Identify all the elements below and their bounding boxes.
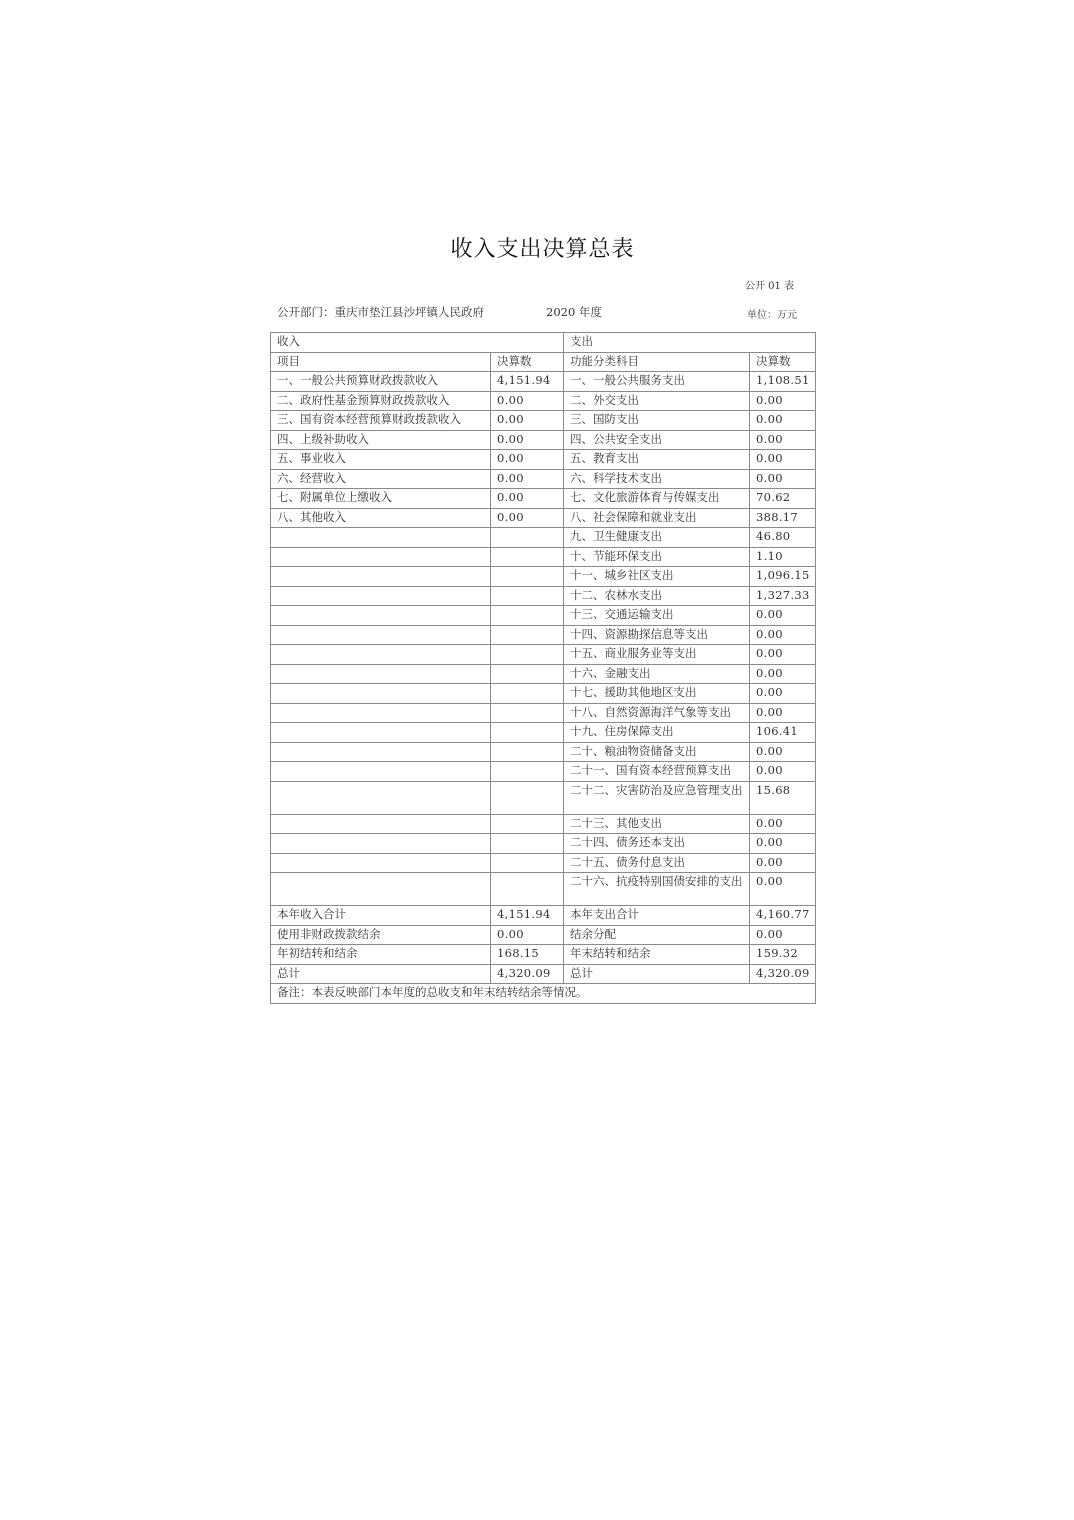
income-item-cell — [271, 781, 491, 814]
income-item-cell — [271, 723, 491, 743]
income-amount-cell: 0.00 — [491, 508, 564, 528]
table-row — [271, 547, 816, 567]
income-item-cell: 五、事业收入 — [271, 450, 491, 470]
expense-amount-cell: 15.68 — [750, 781, 816, 814]
income-amount-cell — [491, 814, 564, 834]
table-row — [271, 645, 816, 665]
income-amount-cell — [491, 703, 564, 723]
table-row — [271, 489, 816, 509]
form-number: 公开 01 表 — [745, 281, 795, 292]
expense-amount-cell: 0.00 — [750, 762, 816, 782]
document-title: 收入支出决算总表 — [450, 237, 635, 262]
expense-amount-cell: 1,108.51 — [750, 372, 816, 392]
section-header-row — [271, 333, 816, 353]
table-row — [271, 964, 816, 984]
expense-item-cell: 十一、城乡社区支出 — [564, 567, 750, 587]
income-item-cell: 三、国有资本经营预算财政拨款收入 — [271, 411, 491, 431]
expense-item-cell: 八、社会保障和就业支出 — [564, 508, 750, 528]
department-label: 公开部门：重庆市垫江县沙坪镇人民政府 — [277, 305, 484, 319]
expense-item-cell: 二十四、债务还本支出 — [564, 834, 750, 854]
expense-item-cell: 十七、援助其他地区支出 — [564, 684, 750, 704]
income-item-cell: 本年收入合计 — [271, 906, 491, 926]
income-item-cell — [271, 853, 491, 873]
income-item-cell — [271, 684, 491, 704]
expense-item-cell: 二十三、其他支出 — [564, 814, 750, 834]
expense-item-cell: 十四、资源勘探信息等支出 — [564, 625, 750, 645]
expense-amount-cell: 388.17 — [750, 508, 816, 528]
fiscal-year: 2020 年度 — [546, 305, 602, 319]
expense-item-cell: 四、公共安全支出 — [564, 430, 750, 450]
income-item-cell: 七、附属单位上缴收入 — [271, 489, 491, 509]
income-item-header: 项目 — [271, 352, 491, 372]
table-row — [271, 853, 816, 873]
table-row — [271, 508, 816, 528]
expense-item-cell: 二十五、债务付息支出 — [564, 853, 750, 873]
table-row — [271, 391, 816, 411]
expense-item-cell: 年末结转和结余 — [564, 945, 750, 965]
income-amount-cell — [491, 645, 564, 665]
expense-item-cell: 一、一般公共服务支出 — [564, 372, 750, 392]
table-row — [271, 703, 816, 723]
expense-item-cell: 六、科学技术支出 — [564, 469, 750, 489]
income-amount-cell — [491, 723, 564, 743]
budget-summary-table — [270, 332, 816, 1004]
income-amount-cell — [491, 873, 564, 906]
table-row — [271, 450, 816, 470]
expense-amount-cell: 1,327.33 — [750, 586, 816, 606]
expense-section-header: 支出 — [564, 333, 816, 353]
income-amount-cell: 0.00 — [491, 430, 564, 450]
expense-item-cell: 十、节能环保支出 — [564, 547, 750, 567]
expense-amount-cell: 4,160.77 — [750, 906, 816, 926]
income-item-cell — [271, 586, 491, 606]
table-row — [271, 684, 816, 704]
income-item-cell: 四、上级补助收入 — [271, 430, 491, 450]
expense-item-cell: 结余分配 — [564, 925, 750, 945]
expense-amount-cell: 106.41 — [750, 723, 816, 743]
expense-amount-cell: 0.00 — [750, 814, 816, 834]
expense-amount-cell: 0.00 — [750, 625, 816, 645]
income-item-cell — [271, 834, 491, 854]
expense-amount-cell: 0.00 — [750, 391, 816, 411]
income-item-cell: 二、政府性基金预算财政拨款收入 — [271, 391, 491, 411]
income-amount-cell: 0.00 — [491, 411, 564, 431]
income-item-cell — [271, 873, 491, 906]
table-note: 备注：本表反映部门本年度的总收支和年末结转结余等情况。 — [271, 984, 816, 1004]
income-item-cell — [271, 703, 491, 723]
expense-amount-cell: 4,320.09 — [750, 964, 816, 984]
expense-item-cell: 本年支出合计 — [564, 906, 750, 926]
income-amount-cell — [491, 684, 564, 704]
income-item-cell: 八、其他收入 — [271, 508, 491, 528]
income-amount-cell — [491, 742, 564, 762]
income-section-header: 收入 — [271, 333, 564, 353]
table-row — [271, 814, 816, 834]
table-row — [271, 567, 816, 587]
table-row — [271, 411, 816, 431]
expense-item-cell: 十六、金融支出 — [564, 664, 750, 684]
table-row — [271, 906, 816, 926]
table-row — [271, 925, 816, 945]
income-amount-cell — [491, 586, 564, 606]
expense-amount-cell: 0.00 — [750, 469, 816, 489]
income-item-cell — [271, 567, 491, 587]
expense-amount-cell: 0.00 — [750, 645, 816, 665]
table-row — [271, 528, 816, 548]
table-row — [271, 606, 816, 626]
expense-amount-cell: 0.00 — [750, 430, 816, 450]
expense-item-cell: 二十六、抗疫特别国债安排的支出 — [564, 873, 750, 906]
expense-item-cell: 五、教育支出 — [564, 450, 750, 470]
income-item-cell — [271, 814, 491, 834]
expense-amount-cell: 0.00 — [750, 606, 816, 626]
table-row — [271, 762, 816, 782]
income-item-cell: 年初结转和结余 — [271, 945, 491, 965]
table-row — [271, 372, 816, 392]
income-item-cell: 六、经营收入 — [271, 469, 491, 489]
income-amount-cell: 0.00 — [491, 925, 564, 945]
unit-label: 单位：万元 — [747, 310, 797, 321]
income-amount-cell: 4,151.94 — [491, 372, 564, 392]
expense-amount-cell: 0.00 — [750, 742, 816, 762]
income-amount-cell — [491, 547, 564, 567]
income-amount-cell — [491, 834, 564, 854]
table-row — [271, 834, 816, 854]
income-amount-cell: 0.00 — [491, 489, 564, 509]
table-row — [271, 723, 816, 743]
expense-amount-cell: 0.00 — [750, 703, 816, 723]
expense-item-cell: 七、文化旅游体育与传媒支出 — [564, 489, 750, 509]
income-amount-cell — [491, 762, 564, 782]
table-row — [271, 873, 816, 906]
income-amount-cell: 4,151.94 — [491, 906, 564, 926]
expense-amount-cell: 0.00 — [750, 834, 816, 854]
expense-item-cell: 十三、交通运输支出 — [564, 606, 750, 626]
table-row — [271, 469, 816, 489]
income-item-cell — [271, 664, 491, 684]
expense-amount-cell: 1.10 — [750, 547, 816, 567]
table-row — [271, 625, 816, 645]
table-row — [271, 781, 816, 814]
income-amount-cell: 0.00 — [491, 391, 564, 411]
income-item-cell: 使用非财政拨款结余 — [271, 925, 491, 945]
income-amount-cell: 0.00 — [491, 469, 564, 489]
expense-item-cell: 九、卫生健康支出 — [564, 528, 750, 548]
expense-item-cell: 二十、粮油物资储备支出 — [564, 742, 750, 762]
expense-item-cell: 十九、住房保障支出 — [564, 723, 750, 743]
expense-amount-cell: 0.00 — [750, 925, 816, 945]
income-amount-cell — [491, 528, 564, 548]
expense-item-cell: 十八、自然资源海洋气象等支出 — [564, 703, 750, 723]
expense-item-cell: 十二、农林水支出 — [564, 586, 750, 606]
table-row — [271, 430, 816, 450]
income-item-cell — [271, 606, 491, 626]
income-amount-cell — [491, 853, 564, 873]
income-amount-cell: 4,320.09 — [491, 964, 564, 984]
income-amount-cell — [491, 606, 564, 626]
income-item-cell: 一、一般公共预算财政拨款收入 — [271, 372, 491, 392]
expense-amount-cell: 0.00 — [750, 873, 816, 906]
income-amount-cell — [491, 567, 564, 587]
income-item-cell — [271, 625, 491, 645]
expense-amount-cell: 159.32 — [750, 945, 816, 965]
income-amount-cell — [491, 625, 564, 645]
column-header-row — [271, 352, 816, 372]
expense-item-cell: 总计 — [564, 964, 750, 984]
expense-amount-cell: 70.62 — [750, 489, 816, 509]
expense-amount-cell: 0.00 — [750, 411, 816, 431]
expense-item-cell: 三、国防支出 — [564, 411, 750, 431]
expense-item-cell: 十五、商业服务业等支出 — [564, 645, 750, 665]
income-amount-cell: 168.15 — [491, 945, 564, 965]
expense-amount-cell: 0.00 — [750, 684, 816, 704]
expense-amount-cell: 46.80 — [750, 528, 816, 548]
table-row — [271, 664, 816, 684]
income-amount-header: 决算数 — [491, 352, 564, 372]
expense-amount-cell: 0.00 — [750, 664, 816, 684]
expense-amount-cell: 0.00 — [750, 853, 816, 873]
income-item-cell — [271, 762, 491, 782]
table-row — [271, 742, 816, 762]
income-item-cell — [271, 645, 491, 665]
expense-amount-header: 决算数 — [750, 352, 816, 372]
table-body — [271, 333, 816, 1004]
income-item-cell — [271, 547, 491, 567]
income-amount-cell: 0.00 — [491, 450, 564, 470]
table-row — [271, 586, 816, 606]
expense-item-cell: 二十一、国有资本经营预算支出 — [564, 762, 750, 782]
expense-item-cell: 二十二、灾害防治及应急管理支出 — [564, 781, 750, 814]
income-item-cell: 总计 — [271, 964, 491, 984]
table-row — [271, 945, 816, 965]
income-amount-cell — [491, 781, 564, 814]
expense-item-header: 功能分类科目 — [564, 352, 750, 372]
expense-item-cell: 二、外交支出 — [564, 391, 750, 411]
income-amount-cell — [491, 664, 564, 684]
expense-amount-cell: 1,096.15 — [750, 567, 816, 587]
note-row — [271, 984, 816, 1004]
income-item-cell — [271, 742, 491, 762]
expense-amount-cell: 0.00 — [750, 450, 816, 470]
income-item-cell — [271, 528, 491, 548]
